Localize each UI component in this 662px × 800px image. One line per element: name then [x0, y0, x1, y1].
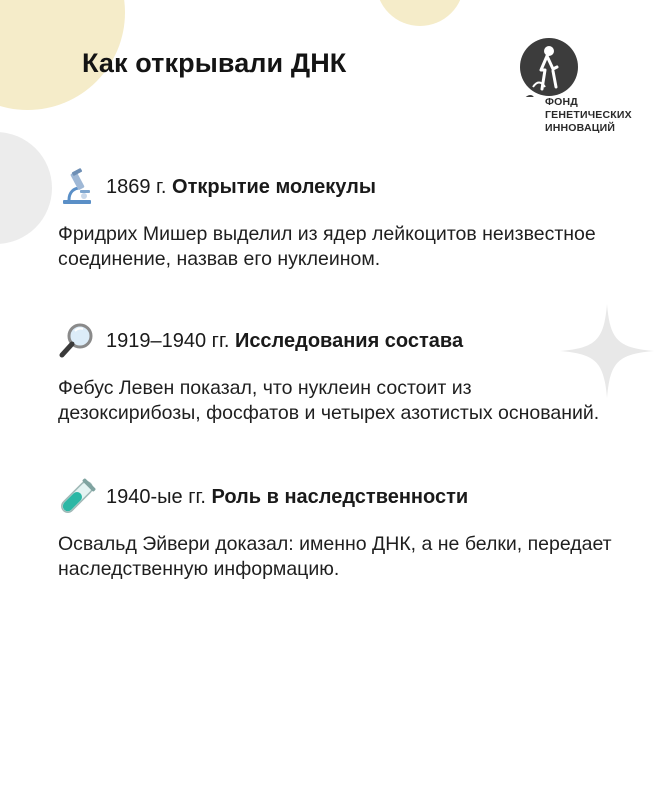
section-text: Фебус Левен показал, что нуклеин состоит из дезоксирибозы, фосфатов и четырех азотистых оснований. [58, 377, 600, 424]
logo [517, 37, 637, 137]
section-period: 1869 г. [106, 176, 167, 198]
section-text: Освальд Эйвери доказал: именно ДНК, а не белки, передает наследственную информацию. [58, 533, 612, 580]
section-header [58, 478, 628, 516]
section-heading [106, 330, 463, 353]
test-tube-icon [58, 478, 96, 516]
section-text: Фридрих Мишер выделил из ядер лейкоцитов неизвестное соединение, назвав его нуклеином. [58, 223, 596, 270]
page-title: Как открывали ДНК [82, 48, 347, 78]
logo-line: ИННОВАЦИЙ [545, 122, 616, 134]
section-period: 1919–1940 гг. [106, 330, 230, 352]
section-header [58, 322, 628, 360]
section-header [58, 168, 628, 206]
logo-line: ФОНД [545, 96, 578, 108]
section-composition [58, 322, 628, 426]
section-title: Исследования состава [234, 330, 464, 352]
section-heading [106, 486, 468, 509]
logo-mark-icon [519, 37, 579, 97]
logo-line: ГЕНЕТИЧЕСКИХ [545, 109, 632, 121]
magnifying-glass-icon [58, 322, 96, 360]
section-discovery [58, 168, 628, 272]
section-heading [106, 176, 376, 199]
microscope-icon [58, 168, 96, 206]
decor-circle-yellow-top [376, 0, 464, 26]
section-title: Роль в наследственности [211, 486, 469, 508]
section-heredity [58, 478, 628, 582]
section-period: 1940-ые гг. [106, 486, 206, 508]
section-title: Открытие молекулы [172, 176, 376, 198]
logo-text [545, 96, 632, 135]
decor-circle-grey-left [0, 132, 52, 244]
